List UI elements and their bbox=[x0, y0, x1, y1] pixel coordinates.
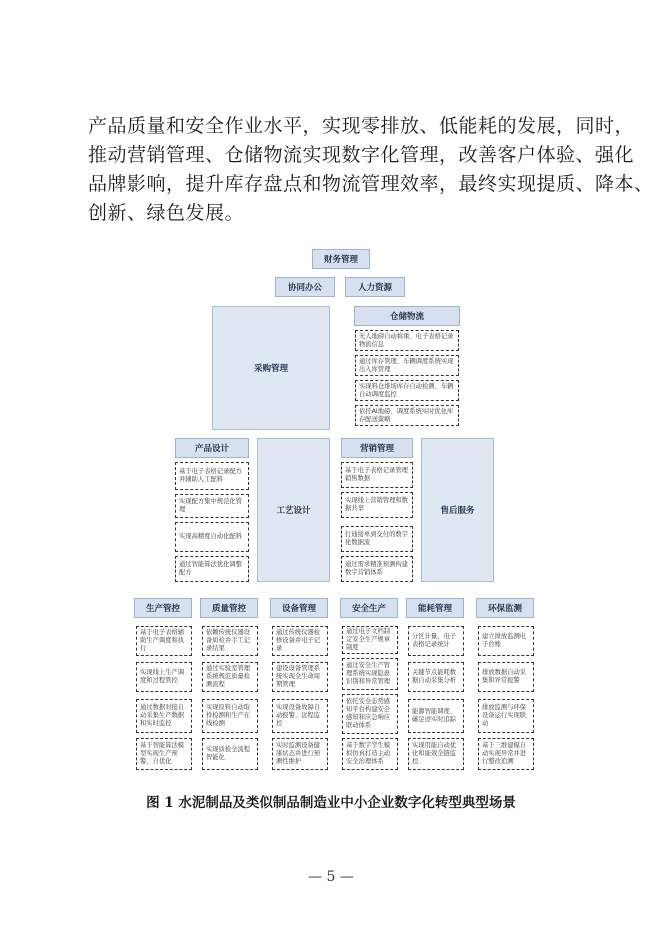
marketing-header: 营销管理 bbox=[341, 438, 413, 458]
safety-production-item: 通过安全生产管理系统实现隐患识别和异常管理 bbox=[342, 658, 398, 690]
energy-management-header: 能耗管理 bbox=[406, 598, 464, 618]
product-design-item: 实现配方集中规范化管理 bbox=[175, 494, 249, 518]
office-header: 协同办公 bbox=[275, 277, 335, 297]
safety-production-header: 安全生产 bbox=[340, 598, 398, 618]
equipment-management-item: 实时监测设备健康状态并进行预测性维护 bbox=[272, 738, 328, 770]
figure-caption: 图 1 水泥制品及类似制品制造业中小企业数字化转型典型场景 bbox=[146, 795, 516, 811]
marketing-item: 基于电子表格记录管理销售数据 bbox=[341, 462, 413, 488]
warehouse-item: 依托AI地磅、调度系统实时优化库存配送策略 bbox=[355, 405, 459, 426]
production-control-header: 生产管控 bbox=[134, 598, 192, 618]
body-paragraph bbox=[88, 112, 654, 228]
quality-control-header: 质量管控 bbox=[200, 598, 258, 618]
energy-management-item: 关键节点能耗数据自动采集分析 bbox=[408, 662, 464, 692]
marketing-item: 实现线上营销管理和数据共享 bbox=[341, 492, 413, 518]
equipment-management-item: 实现设备故障自动报警、远程监控 bbox=[272, 699, 328, 733]
safety-production-item: 通过电子文档制定安全生产规章制度 bbox=[342, 626, 398, 654]
product-design-header: 产品设计 bbox=[175, 438, 249, 458]
safety-production-item: 基于数字孪生模拟仿真打造主动安全治理体系 bbox=[342, 738, 398, 770]
procurement-block: 采购管理 bbox=[212, 306, 330, 430]
production-control-item: 基于智能算法模型实现生产预警、自优化 bbox=[136, 738, 192, 770]
warehouse-item: 通过库存管理、车辆调度系统实现出入库管理 bbox=[355, 355, 459, 376]
process-design-block: 工艺设计 bbox=[257, 438, 330, 582]
product-design-item: 通过智能算法优化调整配方 bbox=[175, 556, 249, 582]
finance-header: 财务管理 bbox=[312, 249, 370, 269]
equipment-management-item: 建设设备管理系统实现全生命周期管理 bbox=[272, 662, 328, 692]
product-design-item: 基于电子表格记录配方并辅助人工配料 bbox=[175, 462, 249, 490]
body-line: 产品质量和安全作业水平，实现零排放、低能耗的发展，同时， bbox=[88, 115, 635, 137]
environmental-monitoring-header: 环保监测 bbox=[476, 598, 534, 618]
energy-management-item: 实现用能自动优化和能效全链监控 bbox=[408, 738, 464, 770]
body-line: 品牌影响，提升库存盘点和物流管理效率，最终实现提质、降本、 bbox=[88, 173, 654, 195]
production-control-item: 通过数据对接自动采集生产数据和实时监控 bbox=[136, 699, 192, 733]
quality-control-item: 通过实验室管理系统规范质量检测流程 bbox=[202, 662, 258, 692]
environmental-monitoring-item: 排放监测与环保设备运行实现联动 bbox=[478, 699, 534, 733]
warehouse-header: 仓储物流 bbox=[354, 306, 460, 326]
environmental-monitoring-item: 基于三维建模自动实现异常并进行整改追溯 bbox=[478, 738, 534, 770]
equipment-management-item: 通过传统仪器检修设备并电子记录 bbox=[272, 626, 328, 656]
environmental-monitoring-item: 建立排放监测电子台账 bbox=[478, 626, 534, 656]
marketing-item: 通过需求精准预测构建数字营销体系 bbox=[341, 556, 413, 582]
safety-production-item: 依托安全态势感知平台构建安全感知和应急响应联动体系 bbox=[342, 694, 398, 734]
production-control-item: 基于电子表格辅助生产调度和执行 bbox=[136, 626, 192, 656]
quality-control-item: 依赖传统仪器设备质检并手工记录结果 bbox=[202, 626, 258, 656]
environmental-monitoring-item: 排放数据自动采集和异常报警 bbox=[478, 662, 534, 692]
body-line: 推动营销管理、仓储物流实现数字化管理，改善客户体验、强化 bbox=[88, 144, 635, 166]
quality-control-item: 实现原料自动取样检测和生产在线检测 bbox=[202, 699, 258, 733]
production-control-item: 实现线上生产调度和过程管控 bbox=[136, 662, 192, 692]
equipment-management-header: 设备管理 bbox=[270, 598, 328, 618]
energy-management-item: 分区计量、电子表格记录统计 bbox=[408, 626, 464, 656]
quality-control-item: 实现质检全流程智能化 bbox=[202, 738, 258, 770]
warehouse-item: 无人地磅自动称重、电子表格记录物流信息 bbox=[355, 330, 459, 351]
marketing-item: 打通接单到交付的数字化数据流 bbox=[341, 526, 413, 552]
hr-header: 人力资源 bbox=[345, 277, 405, 297]
product-design-item: 实现高精度自动化配料 bbox=[175, 522, 249, 552]
after-sales-block: 售后服务 bbox=[421, 438, 494, 582]
body-line: 创新、绿色发展。 bbox=[88, 202, 245, 224]
warehouse-item: 实现料仓堆场库存自动检测、车辆自动调度监控 bbox=[355, 380, 459, 401]
energy-management-item: 能源智能调度、碳足迹实时追踪 bbox=[408, 699, 464, 733]
page-number: — 5 — bbox=[308, 869, 354, 885]
